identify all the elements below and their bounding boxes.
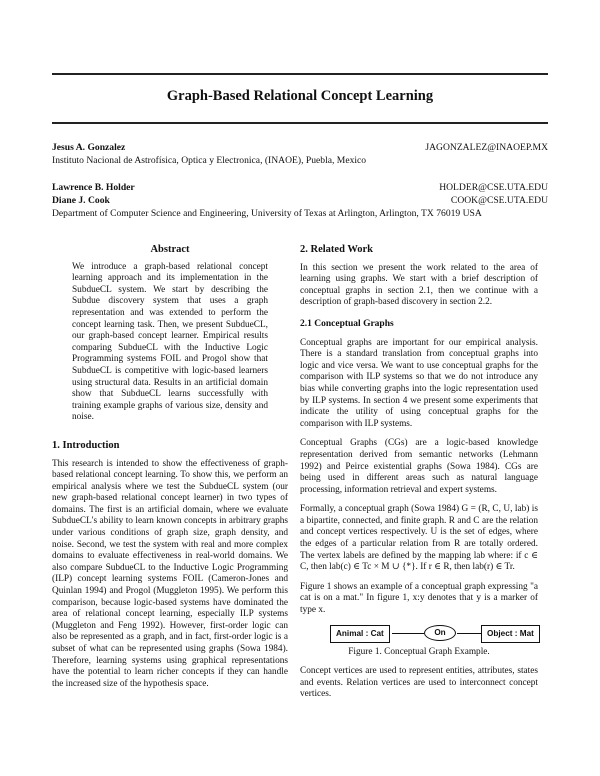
top-rule — [52, 73, 548, 75]
author-email: COOK@CSE.UTA.EDU — [450, 195, 548, 206]
figure-node-on: On — [424, 625, 456, 641]
cg-paragraph: Conceptual graphs are important for our empirical analysis. There is a standard translation from conceptual graphs into logic and vice versa. We want to use conceptual graphs for the comparison with ILP systems so that we do not introduce any bias while converting graphs into the logic representation used by ILP systems. In section 4 we present some experiments that indicate the utility of using conceptual graphs for the comparison with ILP systems. — [300, 337, 538, 429]
author-email: JAGONZALEZ@INAOEP.MX — [425, 142, 548, 153]
figure-node-animal-cat: Animal : Cat — [330, 625, 390, 643]
author-name: Lawrence B. Holder — [52, 182, 135, 193]
author-block-3 — [52, 194, 548, 220]
intro-text: This research is intended to show the effectiveness of graph-based relational concept learning. To show this, we perform an empirical analysis where we test the SubdueCL system (our new graph-based relational concept learner) in two types of domains. The first is an artificial domain, where we evaluate SubdueCL's ability to learn known concepts in arbitrary graphs under various conditions of graph size, graph density, and noise. Second, we test the system with real and more complex domains to evaluate effectiveness in real-world domains. We also compare SubdueCL to the Inductive Logic Programming (ILP) concept learning systems FOIL (Cameron-Jones and Quinlan 1994) and Progol (Muggleton 1995). We perform this comparison, because logic-based systems have dominated the area of relational concept learning, especially ILP systems (Muggleton and Feng 1992). However, first-order logic can also be represented as a graph, and in fact, first-order logic is a subset of what can be represented using graphs (Sowa 1984). Therefore, learning systems using graphical representations have the potential to learn richer concepts if they can handle the increased size of the hypothesis space. — [52, 458, 288, 689]
related-text: In this section we present the work related to the area of learning using graphs. We start with a brief description of conceptual graphs in section 2.1, then we continue with a description of graph-based discovery in section 2.2. — [300, 262, 538, 308]
figure-edge — [457, 633, 481, 634]
figure-edge — [392, 633, 424, 634]
figure-caption: Figure 1. Conceptual Graph Example. — [348, 646, 490, 657]
figure-1-diagram — [330, 625, 538, 643]
intro-heading: 1. Introduction — [52, 439, 120, 451]
author-name: Jesus A. Gonzalez — [52, 142, 126, 153]
author-name: Diane J. Cook — [52, 195, 110, 206]
cg-paragraph: Conceptual Graphs (CGs) are a logic-based knowledge representation derived from semantic networks (Lehmann 1992) and Peirce existential graphs (Sowa 1984). CGs are being used in different areas such as natural language processing, information retrieval and expert systems. — [300, 438, 538, 495]
author-affiliation: Department of Computer Science and Engineering, University of Texas at Arlington, Arlington, TX 76019 USA — [52, 208, 482, 219]
author-affiliation: Instituto Nacional de Astrofísica, Optica y Electronica, (INAOE), Puebla, Mexico — [52, 155, 367, 166]
figure-node-object-mat: Object : Mat — [481, 625, 540, 643]
paper-title: Graph-Based Relational Concept Learning — [166, 88, 434, 104]
cg-heading: 2.1 Conceptual Graphs — [300, 318, 394, 329]
cg-paragraph: Concept vertices are used to represent entities, attributes, states and events. Relation vertices are used to interconnect concept vertices. — [300, 666, 538, 700]
related-heading: 2. Related Work — [300, 244, 374, 255]
author-block-1 — [52, 141, 548, 167]
abstract-text: We introduce a graph-based relational concept learning approach and its implementation in the SubdueCL system. We start by describing the Subdue discovery system that uses a graph representation and was extended to perform the concept learning task. Then, we present SubdueCL, our graph-based concept learner. Empirical results comparing SubdueCL with the Inductive Logic Programming systems FOIL and Progol show that SubdueCL is competitive with logic-based learners using structural data. Results in an artificial domain show that SubdueCL learns successfully with training example graphs of various size, density and noise. — [72, 261, 268, 423]
cg-paragraph: Formally, a conceptual graph (Sowa 1984) G = (R, C, U, lab) is a bipartite, connected, and finite graph. R and C are the relation and concept vertices respectively. U is the set of edges, where the edges of a particular relation from R are totally ordered. The vertex labels are defined by the mapping lab where: if c ∈ C, then lab(c) ∈ Tc × M ∪ {*}. If r ∈ R, then lab(r) ∈ Tr. — [300, 504, 538, 573]
right-column — [300, 238, 538, 709]
left-column — [52, 238, 288, 698]
cg-paragraph: Figure 1 shows an example of a conceptual graph expressing "a cat is on a mat." In figure 1, x:y denotes that y is a marker of type x. — [300, 581, 538, 616]
title-rule — [52, 122, 548, 124]
author-email: HOLDER@CSE.UTA.EDU — [439, 182, 548, 193]
abstract-heading: Abstract — [150, 244, 190, 255]
author-block-2 — [52, 181, 548, 194]
